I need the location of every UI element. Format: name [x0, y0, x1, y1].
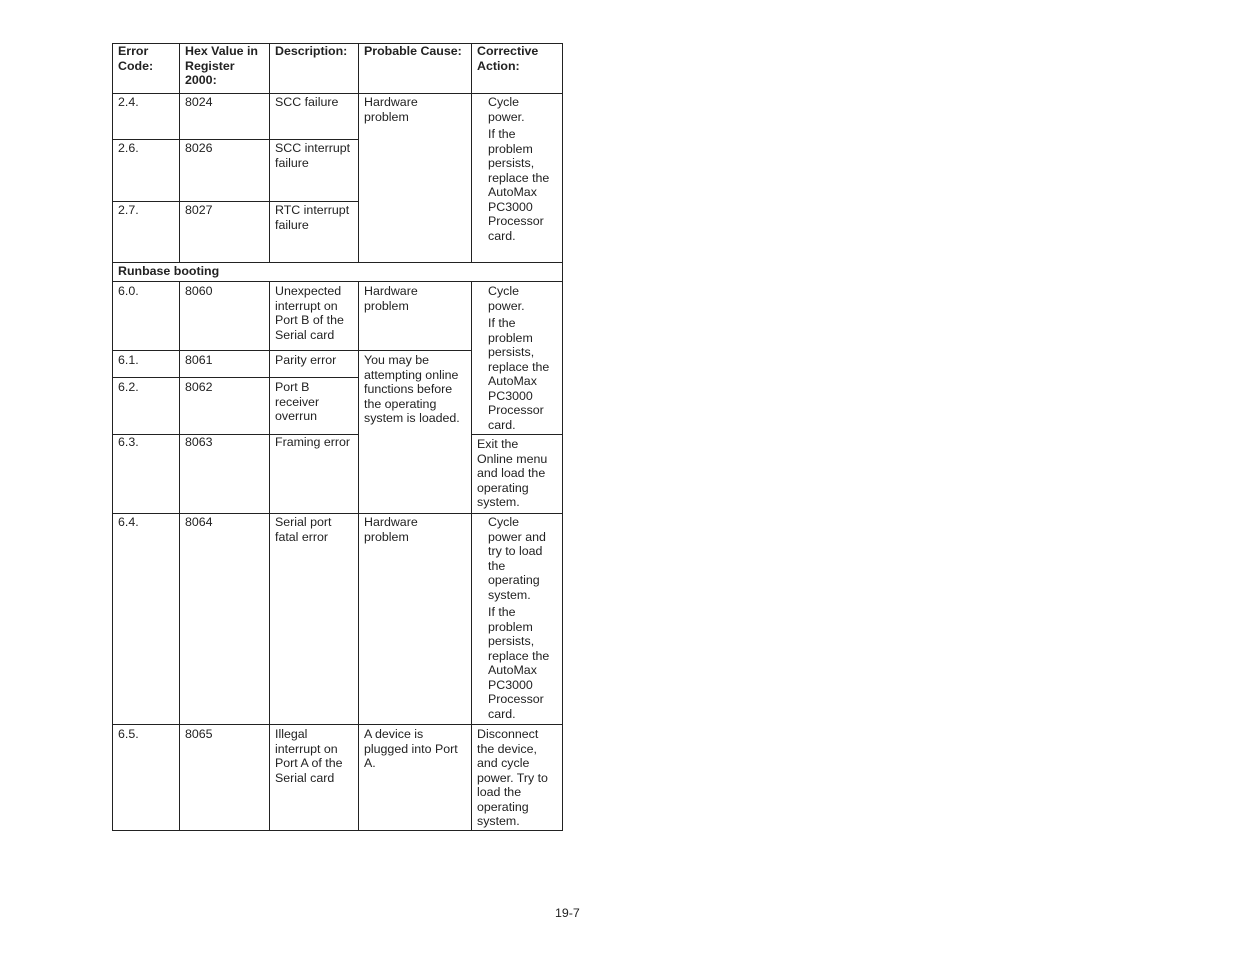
- cell-probable-cause: Hardware problem: [364, 515, 418, 544]
- cell-error-code: 2.4.: [118, 95, 139, 109]
- cell-error-code: 6.0.: [118, 284, 139, 298]
- cell-description: SCC interrupt failure: [275, 141, 351, 170]
- cell-corrective-action: If the problem persists, replace the AutoMax PC3000 Processor card.: [488, 127, 550, 243]
- cell-hex-value: 8026: [185, 141, 213, 155]
- cell-hex-value: 8064: [185, 515, 213, 529]
- cell-description: Framing error: [275, 435, 351, 449]
- row-divider: [471, 434, 563, 435]
- header-probable-cause: Probable Cause:: [364, 44, 462, 58]
- cell-corrective-action: Cycle power.: [488, 95, 525, 124]
- cell-error-code: 6.1.: [118, 353, 139, 367]
- cell-hex-value: 8063: [185, 435, 213, 449]
- cell-error-code: 2.7.: [118, 203, 139, 217]
- cell-hex-value: 8024: [185, 95, 213, 109]
- cell-corrective-action: Exit the Online menu and load the operating system.: [477, 437, 548, 509]
- cell-description: Port B receiver overrun: [275, 380, 320, 423]
- header-corrective-action: Corrective Action:: [477, 44, 539, 73]
- cell-error-code: 6.4.: [118, 515, 139, 529]
- header-error-code: Error Code:: [118, 44, 154, 73]
- col-divider: [358, 43, 359, 262]
- cell-description: Illegal interrupt on Port A of the Serial card: [275, 727, 343, 785]
- cell-corrective-action: Cycle power.: [488, 284, 525, 313]
- cell-hex-value: 8062: [185, 380, 213, 394]
- cell-probable-cause: Hardware problem: [364, 284, 418, 313]
- page-number: 19-7: [555, 906, 580, 920]
- cell-corrective-action: Disconnect the device, and cycle power. Try to load the operating system.: [477, 727, 548, 828]
- row-divider: [112, 377, 359, 378]
- cell-probable-cause: A device is plugged into Port A.: [364, 727, 458, 770]
- header-hex-value: Hex Value in Register 2000:: [185, 44, 259, 87]
- cell-description: SCC failure: [275, 95, 339, 109]
- cell-hex-value: 8027: [185, 203, 213, 217]
- cell-error-code: 6.2.: [118, 380, 139, 394]
- cell-corrective-action: If the problem persists, replace the AutoMax PC3000 Processor card.: [488, 605, 550, 721]
- cell-description: Serial port fatal error: [275, 515, 332, 544]
- cell-corrective-action: Cycle power and try to load the operating system.: [488, 515, 546, 602]
- col-divider: [471, 43, 472, 262]
- cell-description: RTC interrupt failure: [275, 203, 350, 232]
- row-divider: [112, 350, 472, 351]
- cell-error-code: 2.6.: [118, 141, 139, 155]
- section-heading-runbase: Runbase booting: [118, 264, 220, 278]
- header-description: Description:: [275, 44, 348, 58]
- cell-hex-value: 8061: [185, 353, 213, 367]
- cell-error-code: 6.5.: [118, 727, 139, 741]
- cell-description: Unexpected interrupt on Port B of the Serial card: [275, 284, 344, 342]
- error-code-table: [112, 43, 563, 831]
- cell-description: Parity error: [275, 353, 337, 367]
- cell-corrective-action: If the problem persists, replace the AutoMax PC3000 Processor card.: [488, 316, 550, 432]
- cell-probable-cause: Hardware problem: [364, 95, 418, 124]
- cell-error-code: 6.3.: [118, 435, 139, 449]
- cell-hex-value: 8060: [185, 284, 213, 298]
- cell-probable-cause: You may be attempting online functions before the operating system is loaded.: [364, 353, 460, 425]
- cell-hex-value: 8065: [185, 727, 213, 741]
- row-divider: [112, 724, 563, 725]
